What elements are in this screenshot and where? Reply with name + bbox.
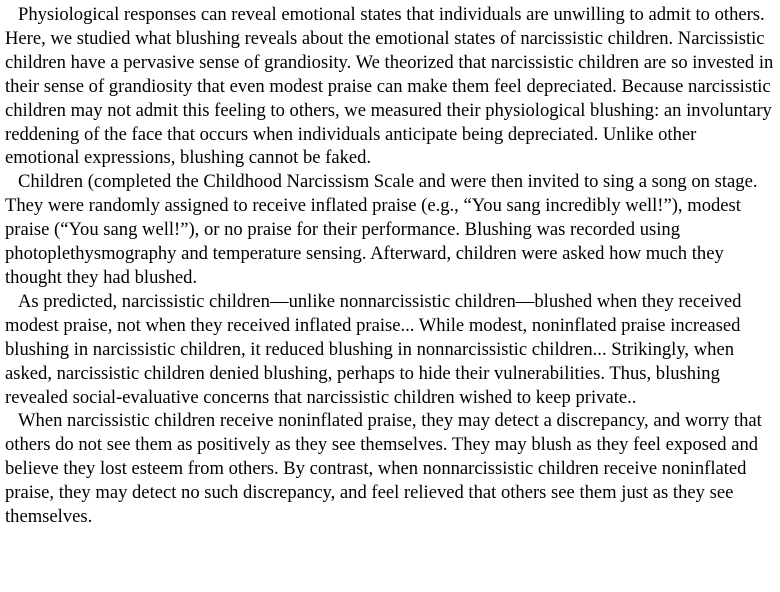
paragraph-results: As predicted, narcissistic children—unlike nonnarcissistic children—blushed when they received modest praise, not when they received inflated praise... While modest, noninflated praise increased blushing in narcissistic children, it reduced blushing in nonnarcissistic children... Strikingly, when asked, narcissistic children denied blushing, perhaps to hide their vulnerabilities. Thus, blushing revealed social-evaluative concerns that narcissistic children wished to keep private.. [5,290,742,408]
paragraph-intro: Physiological responses can reveal emotional states that individuals are unwilling to admit to others. Here, we studied what blushing reveals about the emotional states of narcissistic children. Narcissistic children have a pervasive sense of grandiosity. We theorized that narcissistic children are so invested in their sense of grandiosity that even modest praise can make them feel depreciated. Because narcissistic children may not admit this feeling to others, we measured their physiological blushing: an involuntary reddening of the face that occurs when individuals anticipate being depreciated. Unlike other emotional expressions, blushing cannot be faked. [5,4,774,169]
paragraph-method: Children (completed the Childhood Narcissism Scale and were then invited to sing a song on stage. They were randomly assigned to receive inflated praise (e.g., “You sang incredibly well!”), modest praise (“You sang well!”), or no praise for their performance. Blushing was recorded using photoplethysmography and temperature sensing. Afterward, children were asked how much they thought they had blushed. [5,171,758,288]
paragraph-discussion: When narcissistic children receive noninflated praise, they may detect a discrepancy, and worry that others do not see them as positively as they see themselves. They may blush as they feel exposed and believe they lost esteem from others. By contrast, when nonnarcissistic children receive noninflated praise, they may detect no such discrepancy, and feel relieved that others see them just as they see themselves. [5,410,762,528]
